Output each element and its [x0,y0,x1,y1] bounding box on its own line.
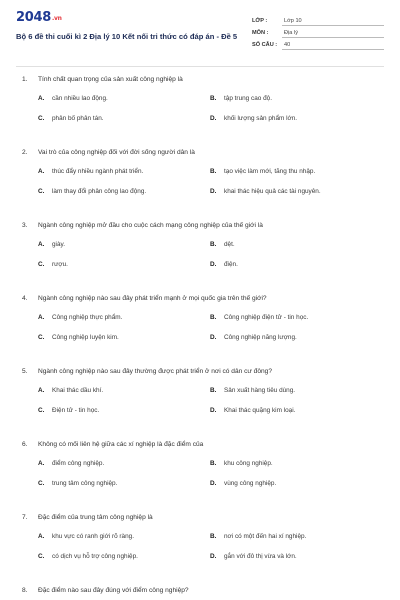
question-item [22,586,384,600]
option-text: làm thay đổi phân công lao động. [52,188,147,195]
question-number: 7. [22,514,28,521]
answer-option[interactable] [38,167,210,177]
answer-options [22,167,384,197]
question-text: Đặc điểm của trung tâm công nghiệp là [38,514,153,521]
answer-option[interactable] [210,459,384,469]
option-letter: D. [210,334,217,341]
option-text: Công nghiệp năng lượng. [224,334,297,341]
answer-option[interactable] [38,532,210,542]
answer-option[interactable] [38,406,210,416]
option-text: dệt. [224,241,235,248]
question-text: Ngành công nghiệp mở đầu cho cuộc cách mạng công nghiệp của thế giới là [38,222,263,229]
option-letter: A. [38,241,45,248]
question-number: 3. [22,222,28,229]
header-divider [16,66,384,67]
answer-options [22,240,384,270]
brand-column [16,10,246,64]
site-logo[interactable] [16,10,246,25]
option-letter: D. [210,407,217,414]
question-text: Không có mối liên hệ giữa các xí nghiệp là đặc điểm của [38,441,204,448]
option-letter: A. [38,460,45,467]
question-text-row [22,221,384,231]
answer-option[interactable] [210,114,384,124]
logo-main: 2048 [16,10,51,25]
answer-option[interactable] [38,333,210,343]
question-item [22,75,384,148]
meta-row-subject [252,27,384,39]
answer-option[interactable] [210,260,384,270]
option-letter: A. [38,314,45,321]
option-text: Sản xuất hàng tiêu dùng. [224,387,296,394]
meta-key: MÔN : [252,30,269,36]
option-text: nơi có một đến hai xí nghiệp. [224,533,307,540]
question-number: 4. [22,295,28,302]
answer-option[interactable] [210,386,384,396]
meta-row-grade [252,15,384,27]
option-text: thúc đẩy nhiều ngành phát triển. [52,168,144,175]
answer-option[interactable] [210,406,384,416]
answer-options [22,386,384,416]
option-text: Khai thác dầu khí. [52,387,104,394]
answer-option[interactable] [38,114,210,124]
option-letter: D. [210,261,217,268]
option-letter: D. [210,553,217,560]
exam-header [0,0,400,64]
answer-option[interactable] [38,260,210,270]
option-text: phân bố phân tán. [52,115,104,122]
answer-option[interactable] [210,167,384,177]
question-text-row [22,75,384,85]
meta-key: SỐ CÂU : [252,42,278,48]
option-letter: B. [210,95,217,102]
answer-options [22,459,384,489]
answer-option[interactable] [210,479,384,489]
question-text-row [22,440,384,450]
option-text: Công nghiệp điện tử - tin học. [224,314,309,321]
option-text: điện. [224,261,238,268]
option-letter: D. [210,480,217,487]
question-text-row [22,294,384,304]
option-text: cần nhiều lao động. [52,95,108,102]
question-text-row [22,513,384,523]
option-letter: C. [38,115,45,122]
logo-suffix: .vn [51,15,62,22]
option-letter: C. [38,334,45,341]
option-letter: B. [210,533,217,540]
option-text: Công nghiệp thực phẩm. [52,314,123,321]
option-letter: A. [38,168,45,175]
answer-options [22,94,384,124]
meta-key: LỚP : [252,18,268,24]
answer-option[interactable] [210,187,384,197]
meta-row-count [252,39,384,51]
option-text: vùng công nghiệp. [224,480,277,487]
option-text: điểm công nghiệp. [52,460,105,467]
question-item [22,148,384,221]
option-text: khai thác hiệu quả các tài nguyên. [224,188,321,195]
option-text: Công nghiệp luyện kim. [52,334,119,341]
question-number: 8. [22,587,28,594]
question-number: 1. [22,76,28,83]
option-letter: A. [38,533,45,540]
question-list [22,75,384,600]
answer-option[interactable] [38,94,210,104]
answer-option[interactable] [210,313,384,323]
option-letter: A. [38,95,45,102]
question-item [22,513,384,586]
exam-meta [252,15,384,64]
question-text-row [22,367,384,377]
question-text: Đặc điểm nào sau đây đúng với điểm công nghiệp? [38,587,189,594]
answer-option[interactable] [38,459,210,469]
option-text: Điện tử - tin học. [52,407,100,414]
option-text: trung tâm công nghiệp. [52,480,118,487]
answer-option[interactable] [38,187,210,197]
answer-option[interactable] [210,240,384,250]
option-letter: B. [210,241,217,248]
option-letter: B. [210,387,217,394]
option-letter: B. [210,314,217,321]
option-text: gắn với đô thị vừa và lớn. [224,553,297,560]
question-text-row [22,586,384,596]
option-text: tập trung cao độ. [224,95,272,102]
option-text: khu công nghiệp. [224,460,273,467]
option-letter: C. [38,188,45,195]
question-text: Ngành công nghiệp nào sau đây thường được phát triển ở nơi có dân cư đông? [38,368,272,375]
question-text: Vai trò của công nghiệp đối với đời sống người dân là [38,149,195,156]
question-number: 2. [22,149,28,156]
answer-option[interactable] [210,94,384,104]
answer-option[interactable] [210,552,384,562]
exam-title: Bộ 6 đề thi cuối kì 2 Địa lý 10 Kết nối tri thức có đáp án - Đề 5 [16,32,238,41]
answer-option[interactable] [38,240,210,250]
option-letter: C. [38,261,45,268]
option-text: Khai thác quặng kim loại. [224,407,296,414]
answer-option[interactable] [38,313,210,323]
answer-option[interactable] [210,532,384,542]
meta-value: Địa lý [282,28,384,38]
option-letter: A. [38,387,45,394]
option-text: rượu. [52,261,68,268]
option-text: có dịch vụ hỗ trợ công nghiệp. [52,553,138,560]
question-item [22,294,384,367]
answer-option[interactable] [38,552,210,562]
question-number: 5. [22,368,28,375]
option-letter: C. [38,407,45,414]
option-text: khối lượng sản phẩm lớn. [224,115,298,122]
option-letter: D. [210,115,217,122]
option-text: khu vực có ranh giới rõ ràng. [52,533,134,540]
option-text: tạo việc làm mới, tăng thu nhập. [224,168,316,175]
option-letter: B. [210,168,217,175]
option-letter: B. [210,460,217,467]
answer-option[interactable] [38,479,210,489]
answer-options [22,532,384,562]
answer-option[interactable] [210,333,384,343]
question-text: Ngành công nghiệp nào sau đây phát triển mạnh ở mọi quốc gia trên thế giới? [38,295,267,302]
question-item [22,221,384,294]
answer-option[interactable] [38,386,210,396]
meta-value: 40 [282,40,384,50]
question-item [22,440,384,513]
option-text: giày. [52,241,66,248]
question-item [22,367,384,440]
option-letter: D. [210,188,217,195]
option-letter: C. [38,553,45,560]
question-text-row [22,148,384,158]
option-letter: C. [38,480,45,487]
question-text: Tính chất quan trọng của sản xuất công nghiệp là [38,76,183,83]
question-number: 6. [22,441,28,448]
meta-value: Lớp 10 [282,16,384,26]
answer-options [22,313,384,343]
